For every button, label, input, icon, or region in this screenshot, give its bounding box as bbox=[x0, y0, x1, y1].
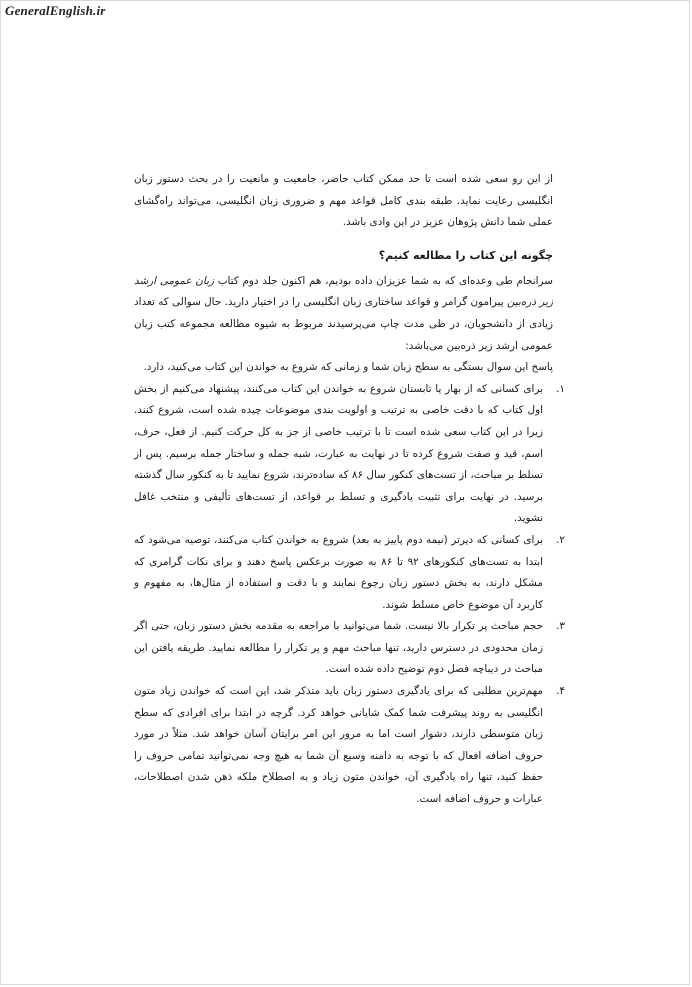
lead-text-part1: سرانجام طی وعده‌ای که به شما عزیزان داده بودیم، هم اکنون جلد دوم کتاب bbox=[214, 274, 553, 287]
answer-intro: پاسخ این سوال بستگی به سطح زبان شما و زمانی که شروع به خواندن این کتاب می‌کنید، دارد. bbox=[143, 361, 553, 374]
list-item bbox=[134, 681, 565, 811]
list-item-number: ۲. bbox=[556, 533, 565, 546]
book-title-italic: زبان عمومی ارشد زیر ذره‌بین bbox=[134, 274, 553, 309]
section-heading: چگونه این کتاب را مطالعه کنیم؟ bbox=[378, 248, 553, 262]
site-watermark: GeneralEnglish.ir bbox=[5, 3, 106, 18]
study-steps-list bbox=[134, 379, 565, 811]
list-item bbox=[134, 616, 565, 681]
list-item-number: ۳. bbox=[556, 620, 565, 633]
list-item-text: مهم‌ترین مطلبی که برای یادگیری دستور زبان باید متذکر شد، این است که خواندن زیاد متون انگلیسی به روند پیشرفت شما کمک شایانی خواهد کرد. گرچه در ابتدا برای افرادی که سطح زبان متوسطی دارند، دشوار است اما به مرور این امر برایتان آسان خواهد شد. مثلاً در مورد حروف اضافه افعال که با توجه به دامنه وسیع آن شما به هیچ وجه نمی‌توانید تمامی حروف را حفظ کنید، تنها راه یادگیری آن، خواندن متون زیاد و به اصطلاح ملکه ذهن شدن اصطلاحات، عبارات و حروف اضافه است. bbox=[134, 685, 543, 806]
list-item bbox=[134, 379, 565, 530]
document-body bbox=[134, 169, 565, 811]
list-item bbox=[134, 530, 565, 616]
lead-text-part2: پیرامون گرامر و قواعد ساختاری زبان انگلیسی را در اختیار دارید. حال سوالی که تعداد زیادی از دانشجویان، در طی مدت چاپ می‌پرسیدند مربوط به شیوه مطالعه مجموعه کتب زبان عمومی ارشد زیر ذره‌بین می‌باشد: bbox=[134, 296, 553, 352]
intro-paragraph: از این رو سعی شده است تا حد ممکن کتاب حاضر، جامعیت و مانعیت را در بحث دستور زبان انگلیسی رعایت نماید. طبقه بندی کامل قواعد مهم و ضروری زبان انگلیسی، می‌تواند راه‌گشای عملی شما دانش پژوهان عزیز در این وادی باشد. bbox=[134, 173, 553, 229]
list-item-number: ۱. bbox=[556, 382, 565, 395]
list-item-number: ۴. bbox=[556, 685, 565, 698]
list-item-text: حجم مباحث پر تکرار بالا نیست. شما می‌توانید با مراجعه به مقدمه بخش دستور زبان، حتی اگر زمان محدودی در دسترس دارید، تنها مباحث مهم و پر تکرار را مطالعه نمایید. طریقه یافتن این مباحث در دیباچه فصل دوم توضیح داده شده است. bbox=[134, 620, 543, 676]
list-item-text: برای کسانی که دیرتر (نیمه دوم پاییز به بعد) شروع به خواندن کتاب می‌کنند، توصیه می‌شود که ابتدا به تست‌های کنکورهای ۹۲ تا ۸۶ به صورت برعکس پاسخ دهند و برای نکات گرامری که مشکل دارند، به بخش دستور زبان رجوع نمایند و با دقت و استفاده از مثال‌ها، به مفهوم و کاربرد آن موضوع خاص مسلط شوند. bbox=[134, 533, 543, 611]
lead-paragraph bbox=[134, 271, 553, 357]
list-item-text: برای کسانی که از بهار یا تابستان شروع به خواندن این کتاب می‌کنند، پیشنهاد می‌کنیم از بخش اول کتاب که با دقت خاصی به ترتیب و اولویت بندی موضوعات چیده شده است، شروع کنند. زیرا در این کتاب سعی شده است تا با ترتیب خاصی از جز به کل حرکت کنیم. از فعل، حرف، اسم، قید و صفت شروع کرده تا در نهایت به عبارت، شبه جمله و ساختار جمله برسیم. پس از تسلط بر مباحث، از تست‌های کنکور سال ۸۶ که ساده‌ترند، شروع نمایید تا به کنکور سال گذشته برسید. در نهایت برای تثبیت یادگیری و تسلط بر قواعد، از تست‌های تألیفی و منتخب غافل نشوید. bbox=[134, 382, 543, 525]
